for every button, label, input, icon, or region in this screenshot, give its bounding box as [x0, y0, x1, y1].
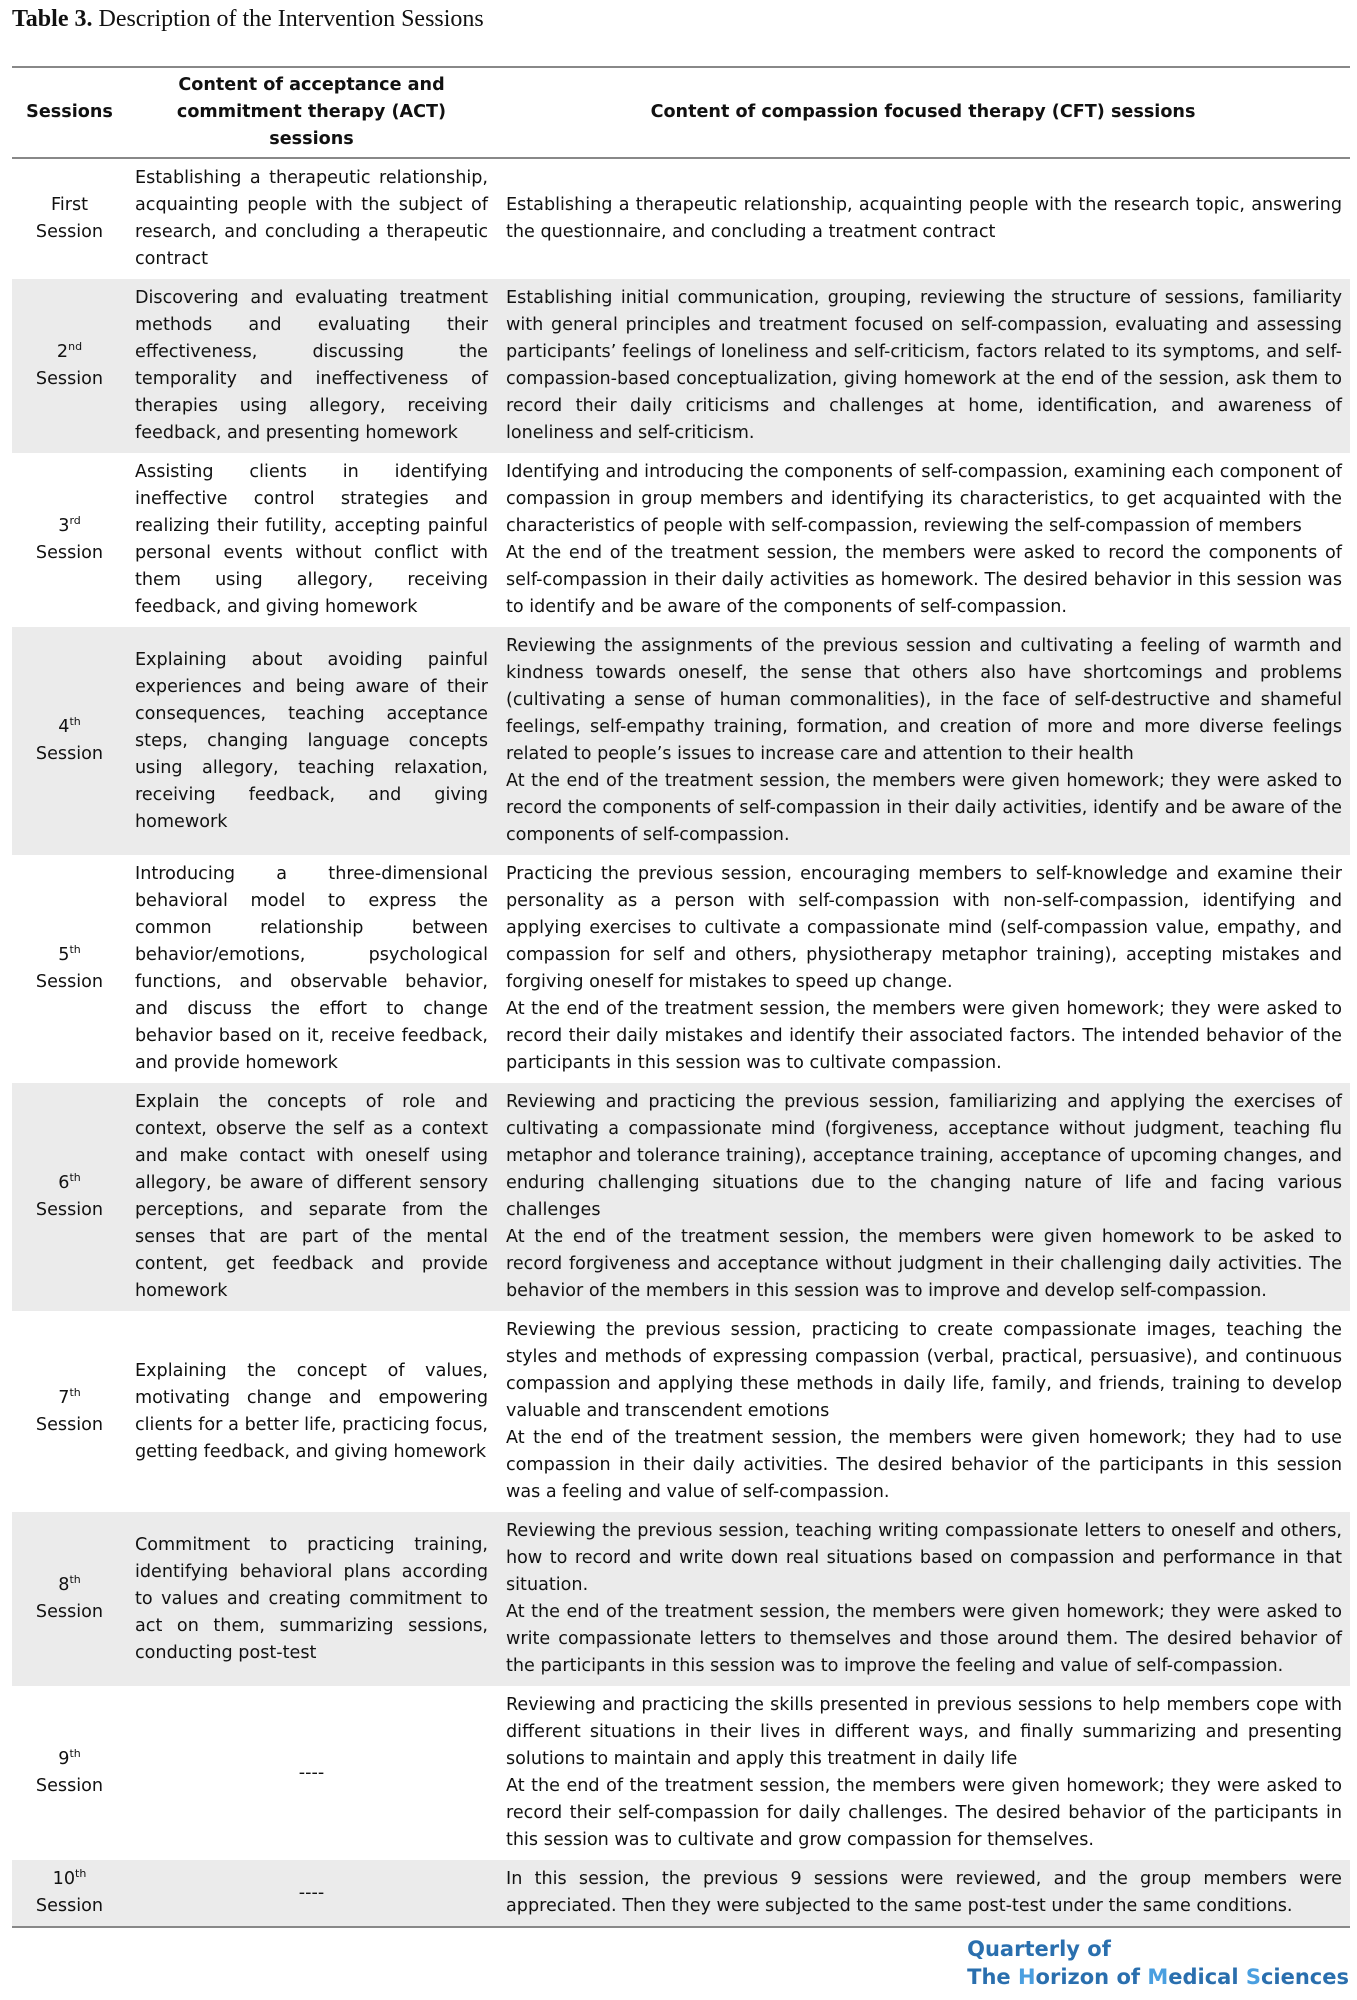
table-header-row [12, 67, 1350, 158]
cft-paragraph: Identifying and introducing the components of self-compassion, examining each component of compassion in group members and identifying its characteristics, to get acquainted with the characteristics of people with self-compassion, reviewing the self-compassion of members [506, 462, 1342, 536]
cft-paragraph: At the end of the treatment session, the members were given homework to be asked to record forgiveness and acceptance without judgment in their challenging daily activities. The behavior of the members in this session was to improve and develop self-compassion. [506, 1227, 1342, 1301]
cft-paragraph: Establishing a therapeutic relationship, acquainting people with the research topic, answering the questionnaire, and concluding a treatment contract [506, 195, 1342, 242]
cft-content-cell [496, 627, 1350, 855]
act-content-cell: Discovering and evaluating treatment methods and evaluating their effectiveness, discussing the temporality and ineffectiveness of therapies using allegory, receiving feedback, and presenting homework [127, 279, 496, 453]
table-row [12, 1311, 1350, 1512]
act-content-cell: Explaining about avoiding painful experiences and being aware of their consequences, teaching acceptance steps, changing language concepts using allegory, teaching relaxation, receiving feedback, and giving homework [127, 627, 496, 855]
cft-paragraph: At the end of the treatment session, the members were given homework; they were asked to record their daily mistakes and identify their associated factors. The intended behavior of the participants in this session was to cultivate compassion. [506, 999, 1342, 1073]
session-number: First [50, 195, 89, 215]
table-row [12, 855, 1350, 1083]
act-content-cell: Assisting clients in identifying ineffective control strategies and realizing their futility, accepting painful personal events without conflict with them using allegory, receiving feedback, and giving homework [135, 462, 488, 617]
cft-content-cell [496, 1686, 1350, 1860]
act-content-cell: Explaining the concept of values, motivating change and empowering clients for a better life, practicing focus, getting feedback, and giving homework [135, 1360, 488, 1462]
act-content-cell: Introducing a three-dimensional behavioral model to express the common relationship between behavior/emotions, psychological functions, and observable behavior, and discuss the effort to change behavior based on it, receive feedback, and provide homework [135, 864, 488, 1073]
table-row [12, 1860, 1350, 1927]
cft-content-cell [496, 453, 1350, 627]
session-number: 9th [58, 1747, 81, 1769]
act-content-cell: ---- [298, 1762, 325, 1783]
table-row [12, 1512, 1350, 1686]
journal-logo-line1: Quarterly of [967, 1937, 1111, 1961]
session-cell [12, 1686, 127, 1860]
journal-logo [967, 1935, 1349, 1991]
session-cell [12, 158, 127, 279]
session-number: 4th [58, 715, 81, 737]
table-label: Table 3. [12, 6, 93, 32]
session-word: Session [35, 369, 104, 389]
table-row [12, 279, 1350, 453]
table-row [12, 453, 1350, 627]
session-number: 7th [58, 1385, 81, 1408]
session-word: Session [35, 543, 104, 563]
session-cell [12, 855, 127, 1083]
table-row [12, 158, 1350, 279]
session-cell [12, 453, 127, 627]
session-word: Session [35, 222, 104, 242]
table-body [12, 158, 1350, 1927]
header-cft: Content of compassion focused therapy (CFT) sessions [496, 67, 1350, 158]
session-cell [12, 627, 127, 855]
session-number: 10th [52, 1867, 87, 1889]
cft-paragraph: Reviewing the previous session, practicing to create compassionate images, teaching the styles and methods of expressing compassion (verbal, practical, persuasive), and continuous compassion and applying these methods in daily life, family, and friends, training to develop valuable and transcendent emotions [506, 1320, 1342, 1421]
session-word: Session [35, 972, 104, 992]
cft-paragraph: Reviewing and practicing the previous session, familiarizing and applying the exercises of cultivating a compassionate mind (forgiveness, acceptance without judgment, teaching flu metaphor and tolerance training), acceptance training, acceptance of upcoming changes, and enduring challenging situations due to the changing nature of life and facing various challenges [506, 1092, 1342, 1220]
session-word: Session [35, 1776, 104, 1796]
cft-paragraph: At the end of the treatment session, the members were asked to record the components of self-compassion in their daily activities as homework. The desired behavior in this session was to identify and be aware of the components of self-compassion. [506, 543, 1342, 617]
session-word: Session [35, 1602, 104, 1622]
cft-content-cell [496, 1860, 1350, 1927]
session-number: 8th [58, 1573, 81, 1595]
cft-content-cell [496, 1083, 1350, 1311]
cft-paragraph: At the end of the treatment session, the members were given homework; they were asked to record their self-compassion for daily challenges. The desired behavior of the participants in this session was to cultivate and grow compassion for themselves. [506, 1776, 1342, 1850]
session-word: Session [35, 744, 104, 764]
table-row [12, 1083, 1350, 1311]
session-cell [12, 1311, 127, 1512]
cft-paragraph: Reviewing and practicing the skills presented in previous sessions to help members cope with different situations in their lives in different ways, and finally summarizing and presenting solutions to maintain and apply this treatment in daily life [506, 1695, 1342, 1769]
cft-content-cell [496, 1311, 1350, 1512]
session-word: Session [35, 1896, 104, 1916]
act-content-cell: Establishing a therapeutic relationship, acquainting people with the subject of research, and concluding a therapeutic contract [135, 168, 488, 269]
session-word: Session [35, 1414, 104, 1435]
cft-paragraph: Reviewing the previous session, teaching writing compassionate letters to oneself and others, how to record and write down real situations based on compassion and performance in that situation. [506, 1521, 1342, 1595]
cft-paragraph: Practicing the previous session, encouraging members to self-knowledge and examine their personality as a person with self-compassion with non-self-compassion, identifying and applying exercises to cultivate a compassionate mind (self-compassion value, empathy, and compassion for self and others, physiotherapy metaphor training), accepting mistakes and forgiving oneself for mistakes to speed up change. [506, 864, 1342, 992]
cft-paragraph: At the end of the treatment session, the members were given homework; they had to use compassion in their daily activities. The desired behavior of the participants in this session was a feeling and value of self-compassion. [506, 1428, 1342, 1502]
act-content-cell: Commitment to practicing training, identifying behavioral plans according to values and creating commitment to act on them, summarizing sessions, conducting post-test [127, 1512, 496, 1686]
journal-logo-line2: The Horizon of Medical Sciences [967, 1965, 1349, 1989]
header-sessions: Sessions [12, 67, 127, 158]
cft-paragraph: At the end of the treatment session, the members were given homework; they were asked to write compassionate letters to themselves and those around them. The desired behavior of the participants in this session was to improve the feeling and value of self-compassion. [506, 1602, 1342, 1676]
table-row [12, 1686, 1350, 1860]
cft-paragraph: Establishing initial communication, grouping, reviewing the structure of sessions, familiarity with general principles and treatment focused on self-compassion, evaluating and assessing participants’ feelings of loneliness and self-criticism, factors related to its symptoms, and self-compassion-based conceptualization, giving homework at the end of the session, ask them to record their daily criticisms and challenges at home, identification, and awareness of loneliness and self-criticism. [506, 288, 1342, 443]
header-act: Content of acceptance and commitment therapy (ACT) sessions [127, 67, 496, 158]
act-content-cell: ---- [127, 1860, 496, 1927]
cft-content-cell [496, 158, 1350, 279]
session-cell [12, 1083, 127, 1311]
session-number: 2nd [56, 340, 83, 362]
session-cell [12, 279, 127, 453]
cft-content-cell [496, 855, 1350, 1083]
cft-paragraph: At the end of the treatment session, the members were given homework; they were asked to record the components of self-compassion in their daily activities, identify and be aware of the components of self-compassion. [506, 771, 1342, 845]
session-number: 5th [58, 943, 81, 965]
table-caption [12, 4, 484, 34]
session-cell [12, 1860, 127, 1927]
session-number: 6th [58, 1171, 81, 1193]
act-content-cell: Explain the concepts of role and context, observe the self as a context and make contact with oneself using allegory, be aware of different sensory perceptions, and separate from the senses that are part of the mental content, get feedback and provide homework [127, 1083, 496, 1311]
cft-content-cell [496, 279, 1350, 453]
cft-paragraph: Reviewing the assignments of the previous session and cultivating a feeling of warmth and kindness towards oneself, the sense that others also have shortcomings and problems (cultivating a sense of human commonalities), in the face of self-destructive and shameful feelings, self-empathy training, formation, and creation of more and more diverse feelings related to people’s issues to increase care and attention to their health [506, 636, 1342, 764]
table-title: Description of the Intervention Sessions [92, 6, 484, 32]
session-number: 3rd [58, 514, 81, 536]
table-row [12, 627, 1350, 855]
session-cell [12, 1512, 127, 1686]
cft-paragraph: In this session, the previous 9 sessions were reviewed, and the group members were appreciated. Then they were subjected to the same post-test under the same conditions. [506, 1869, 1342, 1916]
sessions-table [12, 66, 1350, 1928]
cft-content-cell [496, 1512, 1350, 1686]
session-word: Session [35, 1200, 104, 1220]
